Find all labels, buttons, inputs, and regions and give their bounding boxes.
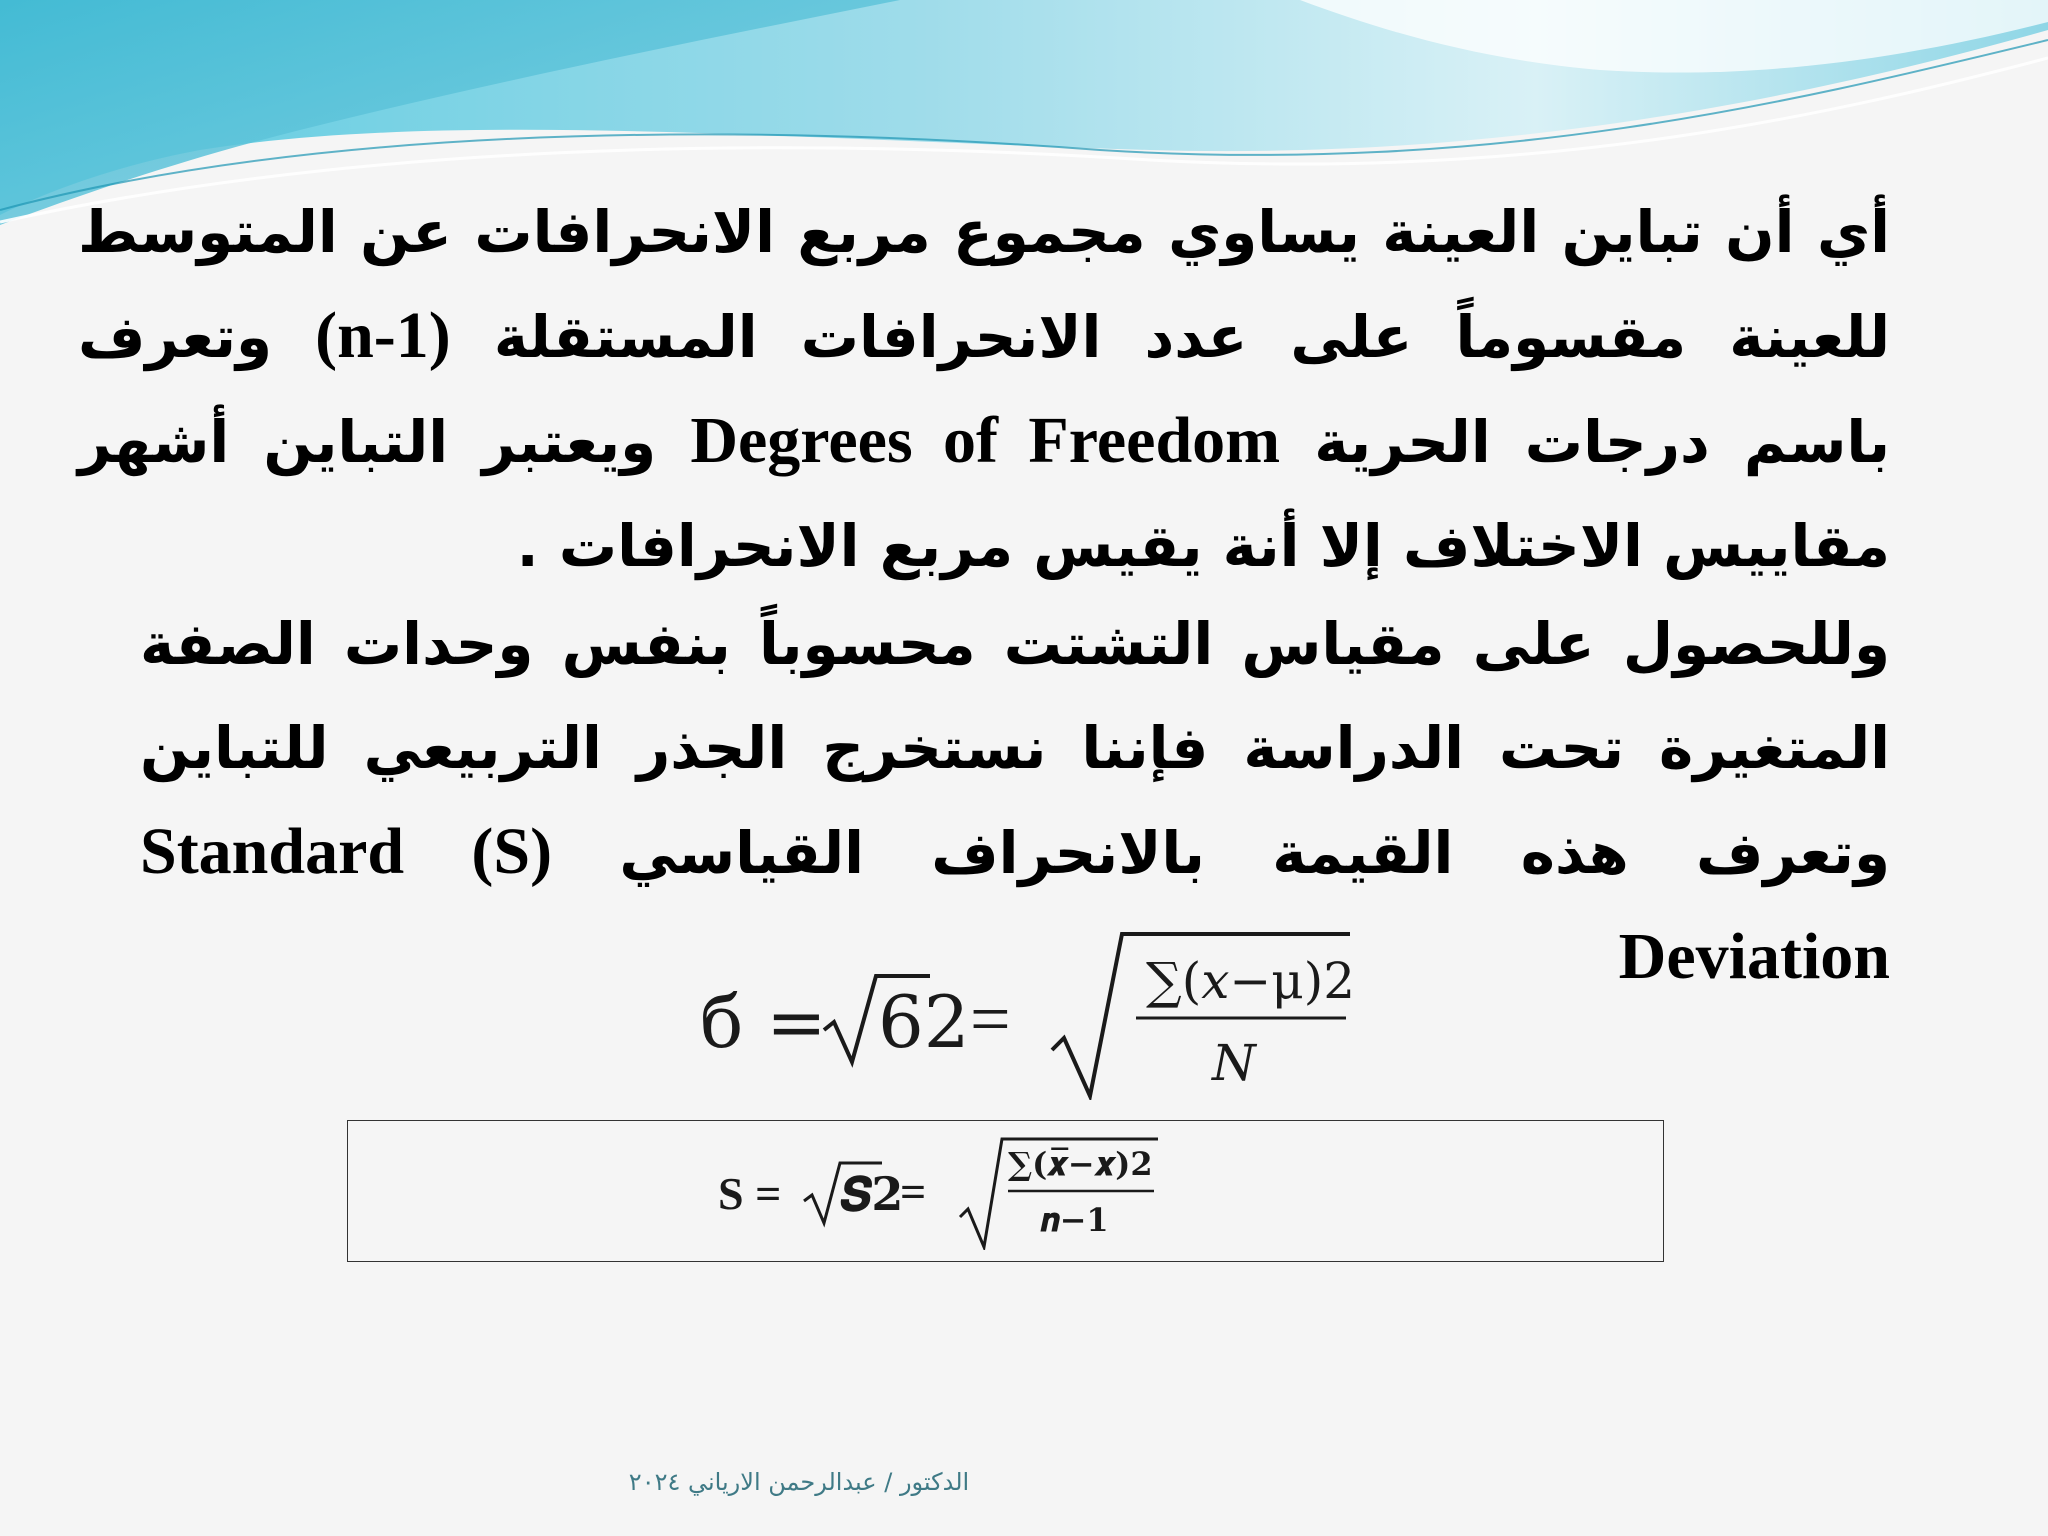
formula2-denominator: 𝒏−𝟏 xyxy=(1040,1201,1109,1239)
formula1-denominator: 𝑁 xyxy=(1212,1034,1256,1092)
formula2-equals: = xyxy=(900,1166,927,1217)
p2-symbol: (S) xyxy=(471,815,553,888)
p1-text-1: أي أن تباين العينة يساوي مجموع مربع الانحرافات عن المتوسط للعينة مقسوماً على عدد الانحرافات المستقلة xyxy=(78,198,1890,371)
p2-standard-deviation: Standard Deviation xyxy=(140,815,1890,993)
formula1-equals: = xyxy=(970,979,1011,1059)
footer-author: الدكتور / عبدالرحمن الارياني ٢٠٢٤ xyxy=(628,1468,970,1496)
p1-text-3: ويعتبر التباين أشهر مقاييس الاختلاف إلا أنة يقيس مربع الانحرافات . xyxy=(78,408,1890,580)
p1-degrees-of-freedom: Degrees of Freedom xyxy=(690,404,1281,477)
sample-sd-formula xyxy=(718,1135,1238,1250)
population-sd-formula xyxy=(700,930,1380,1100)
p2-text-1: وللحصول على مقياس التشتت محسوباً بنفس وحدات الصفة المتغيرة تحت الدراسة فإننا نستخرج الجذر التربيعي للتباين وتعرف هذه القيمة بالانحراف القياسي xyxy=(140,610,1890,887)
formula1-radicand: 62 xyxy=(878,980,970,1064)
formula2-lhs: S = xyxy=(718,1168,782,1219)
p1-text-2: وتعرف باسم درجات الحرية xyxy=(78,303,1890,476)
formula1-lhs: б = xyxy=(700,980,827,1064)
sample-sd-formula-box xyxy=(347,1120,1664,1262)
variance-explanation-paragraph xyxy=(78,180,1890,598)
p1-n-minus-1: (n-1) xyxy=(315,299,451,372)
formula1-numerator: ∑(𝑥−μ)2 xyxy=(1146,952,1356,1010)
formula2-numerator: ∑(𝒙̅−𝒙)𝟐 xyxy=(1008,1145,1153,1183)
formula2-radicand: 𝑺𝟐 xyxy=(840,1167,904,1221)
